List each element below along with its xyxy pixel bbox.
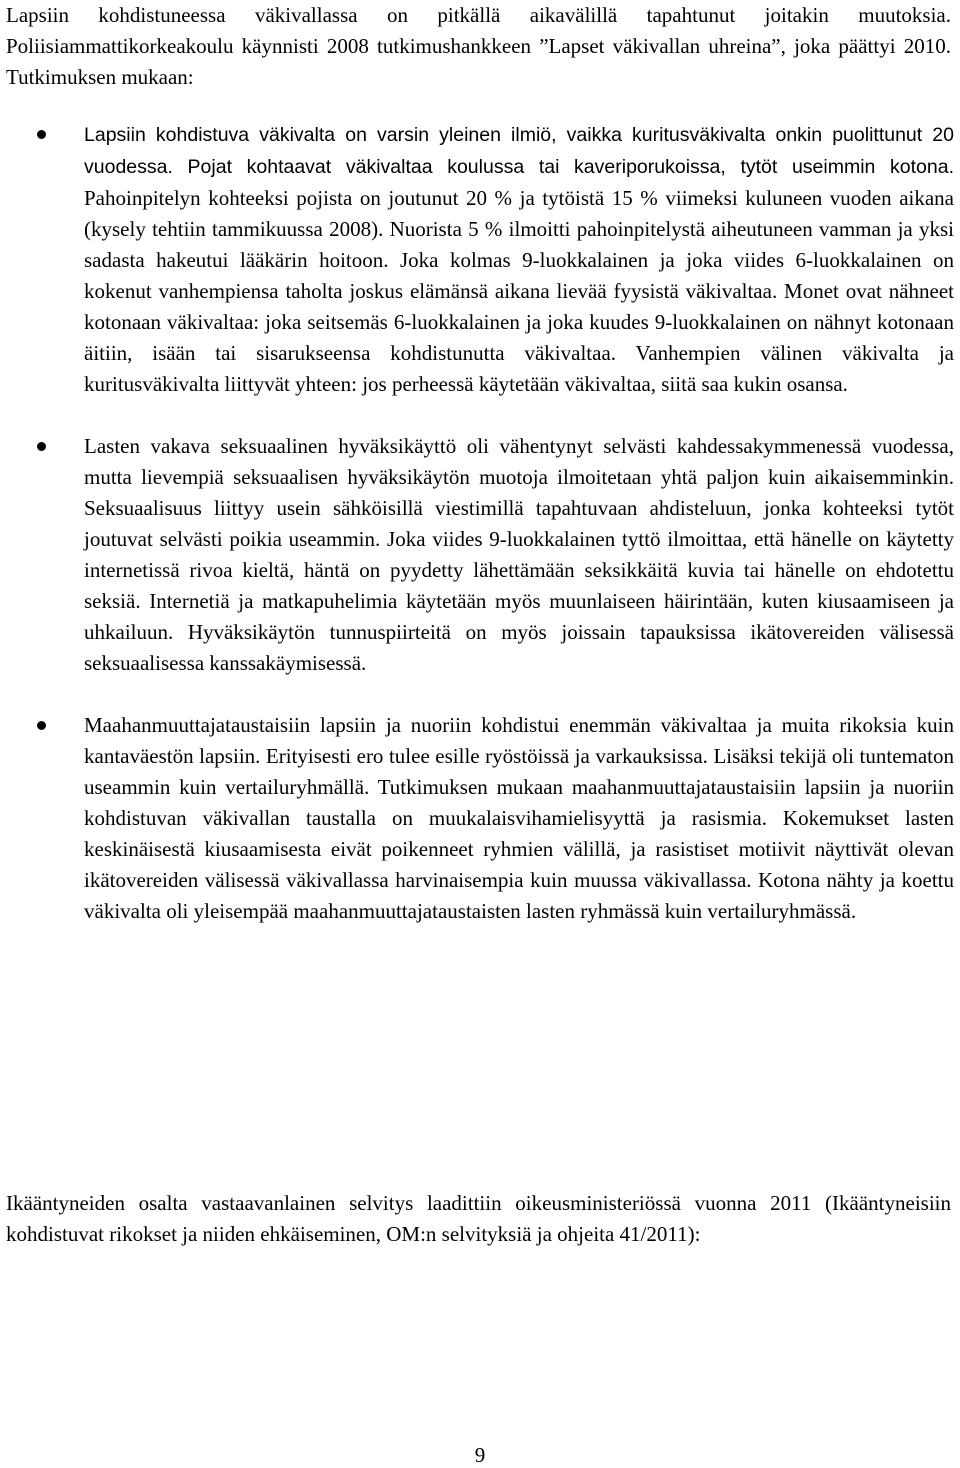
list-item-text: Lasten vakava seksuaalinen hyväksikäyttö oli vähentynyt selvästi kahdessakymmenessä vuodessa, mutta lievempiä seksuaalisen hyväksikäytön muotoja ilmoitetaan yhtä paljon kuin aikaisemminkin. Seksuaalisuus liittyy usein sähköisillä viestimillä tapahtuvaan ahdisteluun, jonka kohteeksi tytöt joutuvat selvästi poikia useammin. Joka viides 9-luokkalainen tyttö ilmoittaa, että hänelle on käytetty internetissä rivoa kieltä, häntä on pyydetty lähettämään seksikkäitä kuvia tai hänelle on ehdotettu seksiä. Internetiä ja matkapuhelimia käytetään myös muunlaiseen häirintään, kuten kiusaamiseen ja uhkailuun. Hyväksikäytön tunnuspiirteitä on myös joissain tapauksissa ikätovereiden välisessä seksuaalisessa kanssakäymisessä. <box>84 434 954 675</box>
bullet-icon <box>37 442 46 451</box>
intro-paragraph: Lapsiin kohdistuneessa väkivallassa on pitkällä aikavälillä tapahtunut joitakin muutoksia. Poliisiammattikorkeakoulu käynnisti 2008 tutkimushankkeen ”Lapset väkivallan uhreina”, joka päättyi 2010. Tutkimuksen mukaan: <box>6 3 951 89</box>
list-item-text-sans: Lapsiin kohdistuva väkivalta on varsin yleinen ilmiö, vaikka kuritusväkivalta onkin puolittunut 20 vuodessa. Pojat kohtaavat väkivaltaa koulussa tai kaveriporukoissa, tytöt useimmin kotona. <box>84 124 954 178</box>
closing-paragraph: Ikääntyneiden osalta vastaavanlainen selvitys laadittiin oikeusministeriössä vuonna 2011 (Ikääntyneisiin kohdistuvat rikokset ja niiden ehkäiseminen, OM:n selvityksiä ja ohjeita 41/2011): <box>6 1191 951 1246</box>
list-item <box>0 119 960 400</box>
page-number: 9 <box>474 1443 486 1467</box>
bullet-icon <box>37 721 46 730</box>
list-item-text: Pahoinpitelyn kohteeksi pojista on joutunut 20 % ja tytöistä 15 % viimeksi kuluneen vuoden aikana (kysely tehtiin tammikuussa 2008). Nuorista 5 % ilmoitti pahoinpitelystä aiheutuneen vamman ja yksi sadasta hakeutui lääkärin hoitoon. Joka kolmas 9-luokkalainen ja joka viides 6-luokkalainen on kokenut vanhempiensa taholta joskus elämänsä aikana lievää fyysistä väkivaltaa. Monet ovat nähneet kotonaan väkivaltaa: joka seitsemäs 6-luokkalainen ja joka kuudes 9-luokkalainen on nähnyt kotonaan äitiin, isään tai sisarukseensa kohdistunutta väkivaltaa. Vanhempien välinen väkivalta ja kuritusväkivalta liittyvät yhteen: jos perheessä käytetään väkivaltaa, siitä saa kukin osansa. <box>84 186 954 396</box>
bullet-icon <box>37 130 46 139</box>
list-item <box>0 710 960 927</box>
list-item <box>0 431 960 679</box>
list-item-text: Maahanmuuttajataustaisiin lapsiin ja nuoriin kohdistui enemmän väkivaltaa ja muita rikoksia kuin kantaväestön lapsiin. Erityisesti ero tulee esille ryöstöissä ja varkauksissa. Lisäksi tekijä oli tuntematon useammin kuin vertailuryhmällä. Tutkimuksen mukaan maahanmuuttajataustaisiin lapsiin ja nuoriin kohdistuvan väkivallan taustalla on muukalaisvihamielisyyttä ja rasismia. Kokemukset lasten keskinäisestä kiusaamisesta eivät poikenneet ryhmien välillä, ja rasistiset motiivit näyttivät olevan ikätovereiden välisessä väkivallassa harvinaisempia kuin muussa väkivallassa. Kotona nähty ja koettu väkivalta oli yleisempää maahanmuuttajataustaisten lasten ryhmässä kuin vertailuryhmässä. <box>84 713 954 923</box>
findings-list <box>0 119 960 927</box>
